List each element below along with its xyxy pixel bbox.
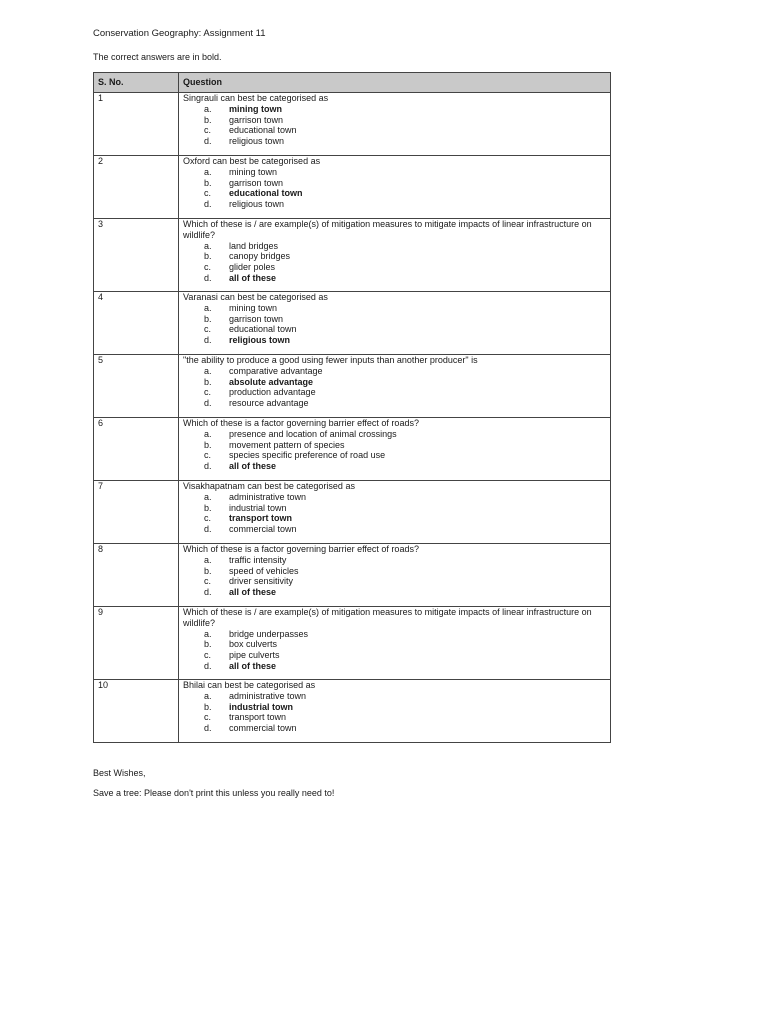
option-letter: d. <box>204 461 212 472</box>
header-serial-number: S. No. <box>94 73 179 93</box>
table-row <box>94 156 611 219</box>
answer-option-correct <box>183 513 606 524</box>
option-text: administrative town <box>229 491 307 502</box>
question-number: 4 <box>94 292 179 355</box>
answer-option <box>183 303 606 314</box>
answer-options <box>183 691 606 734</box>
option-text: box culverts <box>229 639 278 650</box>
table-row <box>94 607 611 680</box>
option-letter: a. <box>204 240 212 251</box>
answer-options <box>183 429 606 472</box>
option-text: transport town <box>229 712 287 723</box>
answer-option <box>183 387 606 398</box>
question-number: 7 <box>94 481 179 544</box>
option-text: mining town <box>229 166 278 177</box>
answer-option-correct <box>183 104 606 115</box>
question-text: Which of these is / are example(s) of mitigation measures to mitigate impacts of linear infrastructure on wildlife? <box>183 607 592 628</box>
table-header-row <box>94 73 611 93</box>
option-letter: c. <box>204 262 212 273</box>
option-text: pipe culverts <box>229 650 280 661</box>
option-text: religious town <box>229 136 285 147</box>
answer-option-correct <box>183 273 606 284</box>
option-letter: c. <box>204 188 212 199</box>
option-text: resource advantage <box>229 398 309 409</box>
answer-option <box>183 629 606 640</box>
option-text: bridge underpasses <box>229 628 309 639</box>
answer-options <box>183 167 606 210</box>
table-row <box>94 680 611 743</box>
option-letter: b. <box>204 114 212 125</box>
answer-option <box>183 566 606 577</box>
answer-option <box>183 450 606 461</box>
question-cell <box>179 292 611 355</box>
table-row <box>94 93 611 156</box>
question-cell <box>179 607 611 680</box>
answer-option <box>183 398 606 409</box>
answer-option-correct <box>183 335 606 346</box>
option-text: garrison town <box>229 114 284 125</box>
answer-option <box>183 136 606 147</box>
answer-options <box>183 241 606 284</box>
option-letter: c. <box>204 513 212 524</box>
question-cell <box>179 93 611 156</box>
option-letter: d. <box>204 136 212 147</box>
answer-option-correct <box>183 702 606 713</box>
question-number: 8 <box>94 544 179 607</box>
answer-option-correct <box>183 377 606 388</box>
option-text: traffic intensity <box>229 554 287 565</box>
option-letter: c. <box>204 125 212 136</box>
question-text: Which of these is a factor governing barrier effect of roads? <box>183 418 419 428</box>
option-text: religious town <box>229 335 291 346</box>
question-text: Oxford can best be categorised as <box>183 156 321 166</box>
option-letter: a. <box>204 628 212 639</box>
answer-option <box>183 178 606 189</box>
answer-options <box>183 555 606 598</box>
document-page <box>93 28 613 799</box>
option-letter: c. <box>204 650 212 661</box>
option-letter: c. <box>204 387 212 398</box>
question-cell <box>179 544 611 607</box>
option-letter: b. <box>204 439 212 450</box>
intro-text: The correct answers are in bold. <box>93 52 222 62</box>
table-row <box>94 481 611 544</box>
option-letter: c. <box>204 450 212 461</box>
option-text: glider poles <box>229 262 276 273</box>
question-cell <box>179 355 611 418</box>
question-cell <box>179 418 611 481</box>
document-title: Conservation Geography: Assignment 11 <box>93 28 266 39</box>
option-letter: b. <box>204 177 212 188</box>
option-text: land bridges <box>229 240 279 251</box>
answer-option-correct <box>183 461 606 472</box>
answer-option <box>183 324 606 335</box>
option-text: all of these <box>229 587 277 598</box>
question-cell <box>179 481 611 544</box>
option-letter: d. <box>204 524 212 535</box>
option-text: all of these <box>229 660 277 671</box>
option-text: commercial town <box>229 524 297 535</box>
option-text: industrial town <box>229 701 293 712</box>
table-row <box>94 418 611 481</box>
option-letter: d. <box>204 723 212 734</box>
question-text: "the ability to produce a good using fewer inputs than another producer" is <box>183 355 478 365</box>
option-text: all of these <box>229 272 277 283</box>
answer-options <box>183 366 606 409</box>
question-number: 2 <box>94 156 179 219</box>
answer-option <box>183 639 606 650</box>
question-number: 3 <box>94 219 179 292</box>
option-letter: a. <box>204 554 212 565</box>
option-letter: b. <box>204 251 212 262</box>
answer-option-correct <box>183 587 606 598</box>
option-text: canopy bridges <box>229 251 291 262</box>
answer-option <box>183 251 606 262</box>
question-cell <box>179 680 611 743</box>
question-cell <box>179 219 611 292</box>
option-text: educational town <box>229 125 297 136</box>
answer-options <box>183 303 606 346</box>
question-number: 10 <box>94 680 179 743</box>
question-text: Singrauli can best be categorised as <box>183 93 329 103</box>
answer-option <box>183 440 606 451</box>
question-number: 6 <box>94 418 179 481</box>
option-letter: b. <box>204 701 212 712</box>
table-row <box>94 292 611 355</box>
option-text: religious town <box>229 199 285 210</box>
answer-option <box>183 314 606 325</box>
answer-options <box>183 629 606 672</box>
answer-option <box>183 241 606 252</box>
question-cell <box>179 156 611 219</box>
option-letter: b. <box>204 639 212 650</box>
table-row <box>94 544 611 607</box>
question-text: Which of these is a factor governing barrier effect of roads? <box>183 544 419 554</box>
option-text: production advantage <box>229 387 316 398</box>
question-number: 1 <box>94 93 179 156</box>
answer-option <box>183 503 606 514</box>
header-question: Question <box>179 73 611 93</box>
question-number: 9 <box>94 607 179 680</box>
option-text: movement pattern of species <box>229 439 345 450</box>
option-text: mining town <box>229 103 282 114</box>
option-letter: a. <box>204 690 212 701</box>
answer-option <box>183 555 606 566</box>
answer-option <box>183 366 606 377</box>
option-letter: a. <box>204 365 212 376</box>
questions-body <box>94 93 611 743</box>
answer-option <box>183 650 606 661</box>
option-letter: a. <box>204 302 212 313</box>
answer-option <box>183 167 606 178</box>
answer-option-correct <box>183 188 606 199</box>
option-text: educational town <box>229 324 297 335</box>
option-letter: b. <box>204 313 212 324</box>
option-text: presence and location of animal crossings <box>229 428 397 439</box>
answer-option-correct <box>183 661 606 672</box>
option-text: educational town <box>229 188 303 199</box>
option-letter: a. <box>204 428 212 439</box>
option-text: comparative advantage <box>229 365 323 376</box>
answer-option <box>183 492 606 503</box>
option-text: garrison town <box>229 313 284 324</box>
option-text: garrison town <box>229 177 284 188</box>
option-letter: a. <box>204 166 212 177</box>
question-text: Visakhapatnam can best be categorised as <box>183 481 355 491</box>
questions-table <box>93 72 611 743</box>
option-letter: c. <box>204 324 212 335</box>
option-letter: d. <box>204 199 212 210</box>
option-letter: a. <box>204 491 212 502</box>
option-text: species specific preference of road use <box>229 450 386 461</box>
option-letter: c. <box>204 576 212 587</box>
answer-option <box>183 524 606 535</box>
option-text: speed of vehicles <box>229 565 299 576</box>
answer-option <box>183 576 606 587</box>
option-text: transport town <box>229 513 292 524</box>
table-row <box>94 219 611 292</box>
question-number: 5 <box>94 355 179 418</box>
footer-note: Save a tree: Please don't print this unless you really need to! <box>93 788 335 798</box>
option-text: mining town <box>229 302 278 313</box>
table-row <box>94 355 611 418</box>
answer-option <box>183 125 606 136</box>
answer-option <box>183 712 606 723</box>
answer-option <box>183 691 606 702</box>
option-letter: d. <box>204 335 212 346</box>
option-letter: b. <box>204 502 212 513</box>
question-text: Bhilai can best be categorised as <box>183 680 316 690</box>
option-text: driver sensitivity <box>229 576 294 587</box>
answer-option <box>183 115 606 126</box>
option-text: absolute advantage <box>229 376 314 387</box>
option-letter: a. <box>204 103 212 114</box>
option-letter: d. <box>204 398 212 409</box>
answer-option <box>183 199 606 210</box>
closing-text: Best Wishes, <box>93 768 146 778</box>
option-letter: d. <box>204 660 212 671</box>
option-letter: b. <box>204 376 212 387</box>
option-text: administrative town <box>229 690 307 701</box>
option-letter: d. <box>204 587 212 598</box>
answer-options <box>183 492 606 535</box>
question-text: Varanasi can best be categorised as <box>183 292 328 302</box>
option-text: all of these <box>229 461 277 472</box>
answer-option <box>183 429 606 440</box>
answer-options <box>183 104 606 147</box>
option-text: industrial town <box>229 502 287 513</box>
answer-option <box>183 723 606 734</box>
option-text: commercial town <box>229 723 297 734</box>
answer-option <box>183 262 606 273</box>
option-letter: d. <box>204 272 212 283</box>
option-letter: c. <box>204 712 212 723</box>
option-letter: b. <box>204 565 212 576</box>
question-text: Which of these is / are example(s) of mitigation measures to mitigate impacts of linear infrastructure on wildlife? <box>183 219 592 240</box>
